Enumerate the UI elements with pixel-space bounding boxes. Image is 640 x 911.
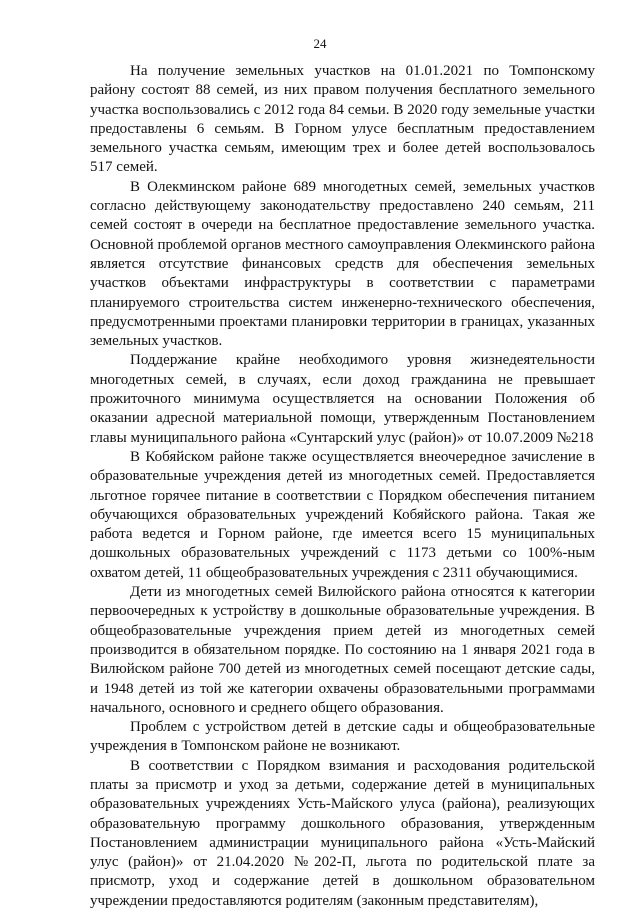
paragraph-tompon-kindergartens: Проблем с устройством детей в детские сады и общеобразовательные учреждения в Томпонском районе не возникают. <box>90 719 595 755</box>
paragraph-vilyuisk-preschool: Дети из многодетных семей Вилюйского района относятся к категории первоочередных к устройству в дошкольные образовательные учреждения. В общеобразовательные учреждения прием детей из многодетных семей производится в обязательном порядке. По состоянию на 1 января 2021 года в Вилюйском районе 700 детей из многодетных семей посещают детские сады, и 1948 детей из той же категории охвачены образовательными программами начального, основного и среднего общего образования. <box>90 584 595 716</box>
document-body <box>90 62 595 911</box>
paragraph-olekminsk-families: В Олекминском районе 689 многодетных семей, земельных участков согласно действующему законодательству предоставлено 240 семьям, 211 семей состоят в очереди на бесплатное предоставление земельного участка. Основной проблемой органов местного самоуправления Олекминского района является отсутствие финансовых средств для обеспечения земельных участков объектами инфраструктуры в соответствии с параметрами планируемого строительства систем инженерно-технического обеспечения, предусмотренными проектами планировки территории в границах, указанных земельных участков. <box>90 178 595 350</box>
page-number: 24 <box>313 36 327 51</box>
paragraph-kobyai-education: В Кобяйском районе также осуществляется внеочередное зачисление в образовательные учреждения детей из многодетных семей. Предоставляется льготное горячее питание в соответствии с Порядком обеспечения питанием обучающихся образовательных учреждений Кобяйского района. Такая же работа ведется и Горном районе, где имеется всего 15 муниципальных дошкольных образовательных учреждений с 1173 детьми со 100%-ным охватом детей, 11 общеобразовательных учреждения с 2311 обучающимися. <box>90 448 595 581</box>
paragraph-ust-maya-fees: В соответствии с Порядком взимания и расходования родительской платы за присмотр и уход за детьми, содержание детей в муниципальных образовательных учреждениях Усть-Майского улуса (района), реализующих образовательную программу дошкольного образования, утвержденным Постановлением администрации муниципального района «Усть-Майский улус (район)» от 21.04.2020 №202-П, льгота по родительской плате за присмотр, уход и содержание детей в дошкольном образовательном учреждении предоставляются родителям (законным представителям), <box>90 757 595 909</box>
paragraph-tompon-land-plots: На получение земельных участков на 01.01.2021 по Томпонскому району состоят 88 семей, из них правом получения бесплатного земельного участка воспользовались с 2012 года 84 семьи. В 2020 году земельные участки предоставлены 6 семьям. В Горном улусе бесплатным предоставлением земельного участка семьям, имеющим трех и более детей воспользовалось 517 семей. <box>90 63 595 176</box>
paragraph-suntar-support: Поддержание крайне необходимого уровня жизнедеятельности многодетных семей, в случаях, если доход гражданина не превышает прожиточного минимума осуществляется на основании Положения об оказании адресной материальной помощи, утвержденным Постановлением главы муниципального района «Сунтарский улус (район)» от 10.07.2009 №218 <box>90 352 595 446</box>
